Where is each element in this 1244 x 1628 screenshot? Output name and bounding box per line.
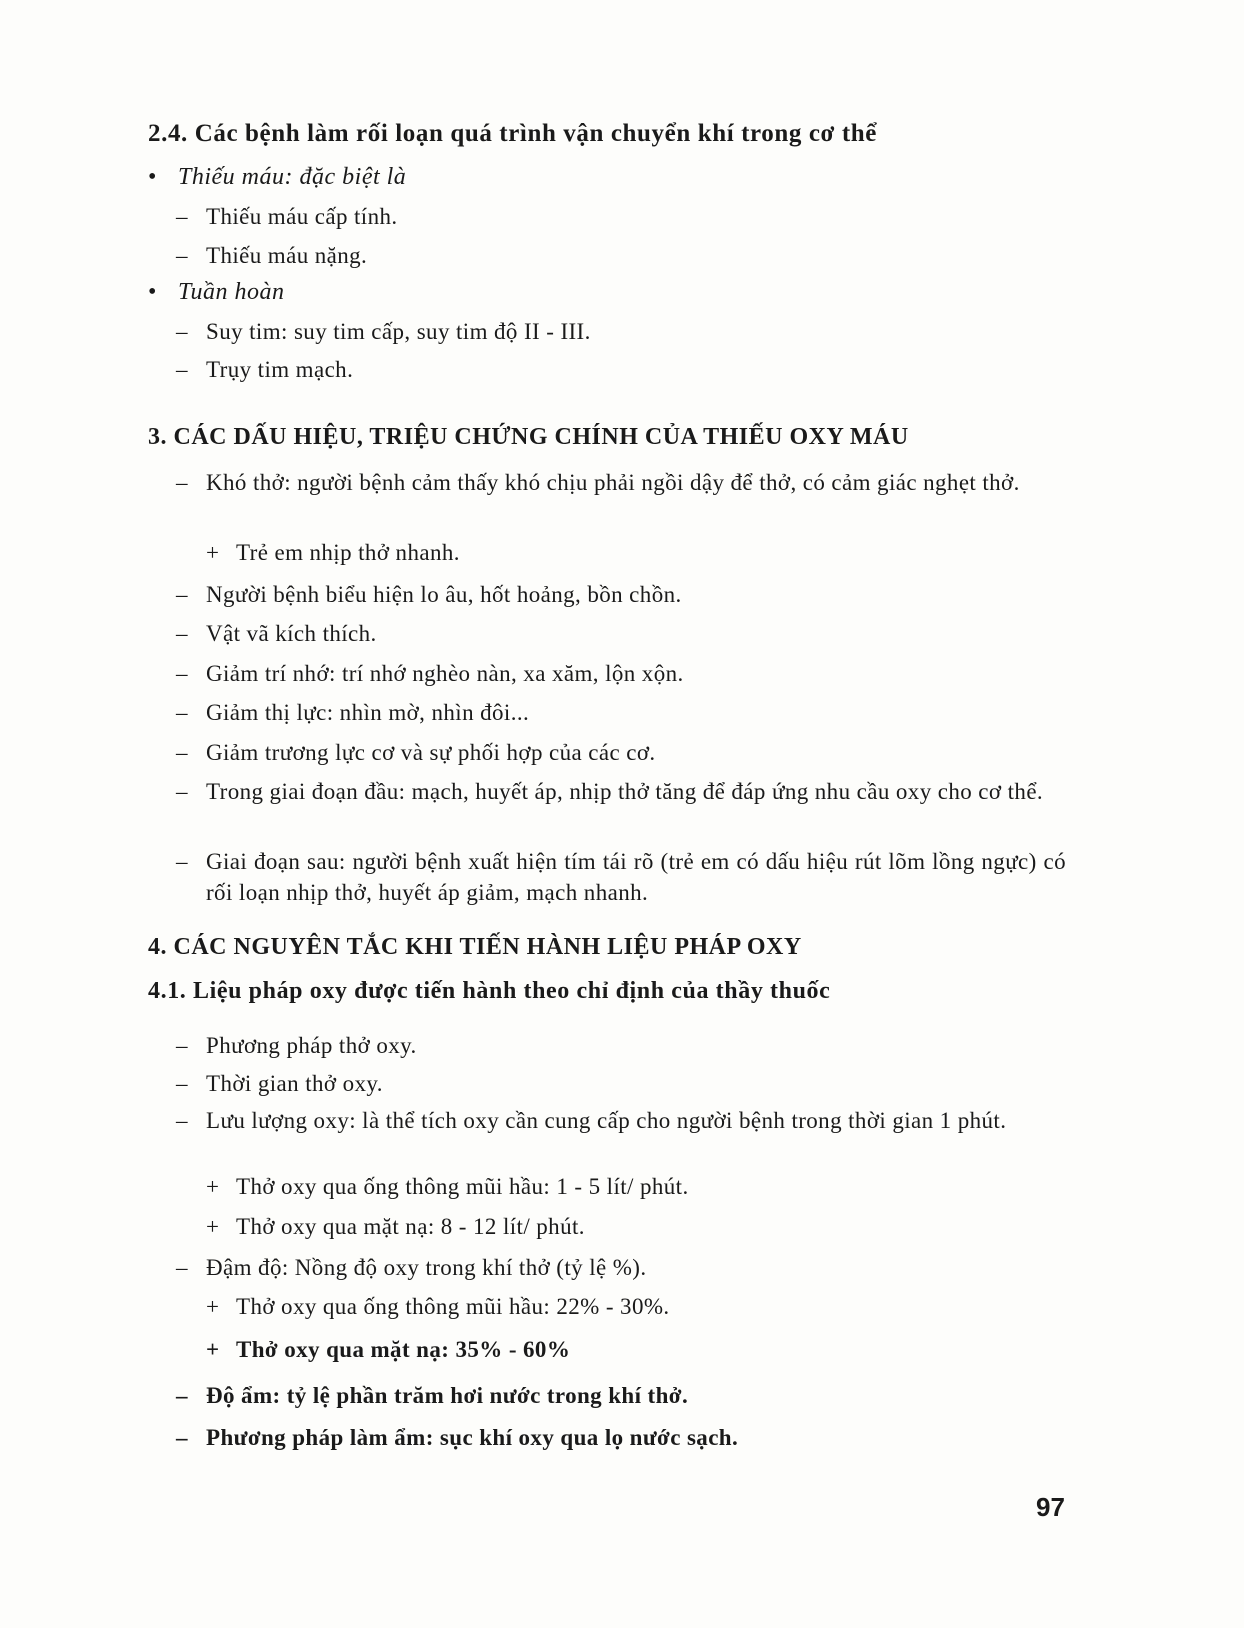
section-4-heading: 4. CÁC NGUYÊN TẮC KHI TIẾN HÀNH LIỆU PHÁP OXY	[148, 934, 802, 960]
dash-marker: –	[176, 661, 188, 686]
list-item	[176, 658, 1066, 689]
dash-marker: –	[176, 1383, 188, 1408]
bullet-dot: •	[148, 279, 157, 305]
sub-item-text: Thở oxy qua ống thông mũi hầu: 1 - 5 lít/ phút.	[236, 1174, 689, 1199]
sub-item-text: Thở oxy qua mặt nạ: 35% - 60%	[236, 1337, 571, 1362]
sub-item	[206, 1174, 689, 1200]
list-item	[176, 737, 1066, 768]
list-item-text: Thiếu máu cấp tính.	[206, 204, 398, 229]
section-3-heading: 3. CÁC DẤU HIỆU, TRIỆU CHỨNG CHÍNH CỦA THIẾU OXY MÁU	[148, 424, 909, 450]
dash-marker: –	[176, 1108, 188, 1133]
plus-marker: +	[206, 1174, 220, 1199]
list-item-text: Vật vã kích thích.	[206, 621, 377, 646]
sub-item	[206, 1337, 570, 1363]
plus-marker: +	[206, 540, 220, 565]
sub-item	[206, 1294, 670, 1320]
list-item-text: Đậm độ: Nồng độ oxy trong khí thở (tỷ lệ %).	[206, 1255, 647, 1280]
list-item	[176, 1030, 1066, 1061]
dash-marker: –	[176, 582, 188, 607]
dash-marker: –	[176, 740, 188, 765]
bullet-dot: •	[148, 164, 157, 190]
dash-marker: –	[176, 357, 188, 382]
section-2-4-heading: 2.4. Các bệnh làm rối loạn quá trình vận chuyển khí trong cơ thể	[148, 120, 877, 147]
list-item-text: Phương pháp làm ẩm: sục khí oxy qua lọ nước sạch.	[206, 1425, 739, 1450]
plus-marker: +	[206, 1214, 220, 1239]
list-item-text: Giảm thị lực: nhìn mờ, nhìn đôi...	[206, 700, 530, 725]
list-item	[176, 1105, 1066, 1136]
list-item-text: Giảm trí nhớ: trí nhớ nghèo nàn, xa xăm, lộn xộn.	[206, 661, 684, 686]
bullet-anemia-title: Thiếu máu: đặc biệt là	[178, 164, 407, 190]
dash-marker: –	[176, 700, 188, 725]
list-item-text: Người bệnh biểu hiện lo âu, hốt hoảng, bồn chồn.	[206, 582, 682, 607]
plus-marker: +	[206, 1337, 220, 1362]
list-item	[176, 579, 1066, 610]
list-item	[176, 240, 1066, 271]
sub-item-text: Thở oxy qua mặt nạ: 8 - 12 lít/ phút.	[236, 1214, 585, 1239]
dash-marker: –	[176, 621, 188, 646]
dash-marker: –	[176, 1425, 188, 1450]
list-item	[176, 467, 1066, 498]
list-item-text: Thiếu máu nặng.	[206, 243, 368, 268]
list-item-text: Suy tim: suy tim cấp, suy tim độ II - III.	[206, 319, 591, 344]
dash-marker: –	[176, 319, 188, 344]
list-item-text: Trong giai đoạn đầu: mạch, huyết áp, nhịp thở tăng để đáp ứng nhu cầu oxy cho cơ thể.	[206, 779, 1044, 804]
dash-marker: –	[176, 470, 188, 495]
list-item	[176, 201, 1066, 232]
bullet-anemia	[148, 164, 406, 191]
list-item-text: Trụy tim mạch.	[206, 357, 354, 382]
dash-marker: –	[176, 1255, 188, 1280]
plus-marker: +	[206, 1294, 220, 1319]
dash-marker: –	[176, 1071, 188, 1096]
sub-item-text: Thở oxy qua ống thông mũi hầu: 22% - 30%.	[236, 1294, 670, 1319]
list-item	[176, 1068, 1066, 1099]
sub-item-text: Trẻ em nhịp thở nhanh.	[236, 540, 460, 565]
dash-marker: –	[176, 1033, 188, 1058]
list-item	[176, 1422, 1066, 1453]
list-item	[176, 1252, 1066, 1283]
bullet-circulation	[148, 279, 285, 306]
section-4-1-heading: 4.1. Liệu pháp oxy được tiến hành theo chỉ định của thầy thuốc	[148, 978, 831, 1004]
list-item-text: Phương pháp thở oxy.	[206, 1033, 417, 1058]
page-number: 97	[1036, 1492, 1065, 1522]
dash-marker: –	[176, 849, 188, 874]
list-item-text: Thời gian thở oxy.	[206, 1071, 383, 1096]
list-item-text: Lưu lượng oxy: là thể tích oxy cần cung cấp cho người bệnh trong thời gian 1 phút.	[206, 1108, 1007, 1133]
list-item	[176, 697, 1066, 728]
sub-item	[206, 1214, 585, 1240]
dash-marker: –	[176, 243, 188, 268]
list-item-text: Giảm trương lực cơ và sự phối hợp của các cơ.	[206, 740, 656, 765]
sub-item	[206, 540, 460, 566]
list-item	[176, 618, 1066, 649]
list-item	[176, 316, 1066, 347]
list-item-text: Khó thở: người bệnh cảm thấy khó chịu phải ngồi dậy để thở, có cảm giác nghẹt thở.	[206, 470, 1020, 495]
bullet-circulation-title: Tuần hoàn	[178, 279, 285, 305]
dash-marker: –	[176, 779, 188, 804]
list-item-text: Giai đoạn sau: người bệnh xuất hiện tím tái rõ (trẻ em có dấu hiệu rút lõm lồng ngực) có rối loạn nhịp thở, huyết áp giảm, mạch nhanh.	[206, 849, 1066, 905]
list-item	[176, 1380, 1066, 1411]
dash-marker: –	[176, 204, 188, 229]
list-item	[176, 354, 1066, 385]
list-item-text: Độ ẩm: tỷ lệ phần trăm hơi nước trong khí thở.	[206, 1383, 689, 1408]
list-item	[176, 776, 1066, 807]
list-item	[176, 846, 1066, 908]
